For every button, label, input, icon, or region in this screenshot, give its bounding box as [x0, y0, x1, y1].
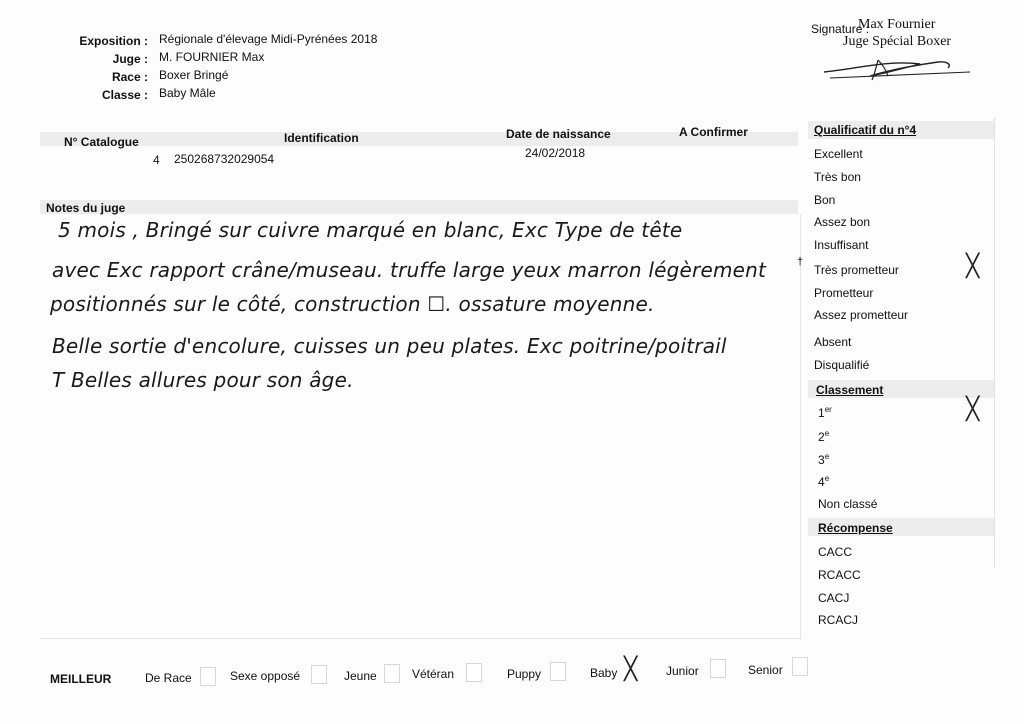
sexe-oppose-checkbox[interactable] — [311, 665, 327, 684]
recompense-cacj: CACJ — [818, 591, 850, 605]
classement-non-classe: Non classé — [818, 497, 878, 511]
jeune-checkbox[interactable] — [384, 664, 400, 683]
col-naissance: Date de naissance — [506, 127, 611, 141]
juge-value: M. FOURNIER Max — [159, 50, 265, 64]
meilleur-sexe-oppose: Sexe opposé — [230, 669, 301, 683]
race-label: Race : — [111, 70, 148, 84]
notes-label: Notes du juge — [46, 201, 126, 215]
classement-2 — [818, 429, 829, 444]
classement-1-num: 1 — [818, 406, 825, 420]
signature-label: Signature : — [811, 22, 870, 36]
qualif-absent: Absent — [814, 335, 852, 349]
col-identification: Identification — [284, 131, 359, 145]
qualificatif-heading: Qualificatif du n°4 — [814, 123, 917, 137]
senior-checkbox[interactable] — [792, 657, 808, 676]
qualif-tres-bon: Très bon — [814, 170, 861, 184]
note-line-2: avec Exc rapport crâne/museau. truffe large yeux marron légèrement — [52, 258, 767, 282]
classement-3-num: 3 — [818, 453, 825, 467]
classement-1-sup: er — [824, 405, 832, 414]
classe-value: Baby Mâle — [159, 86, 216, 100]
qualif-assez-prometteur: Assez prometteur — [814, 308, 909, 322]
qualif-bon: Bon — [814, 193, 836, 207]
classement-4 — [818, 474, 829, 489]
juge-label: Juge : — [112, 52, 148, 66]
classement-2-sup: e — [824, 429, 830, 438]
recompense-heading: Récompense — [818, 521, 893, 535]
meilleur-baby: Baby — [590, 666, 618, 680]
note-line-5: T Belles allures pour son âge. — [52, 368, 354, 392]
classe-label: Classe : — [101, 88, 148, 102]
col-confirmer: A Confirmer — [679, 125, 748, 139]
qualif-excellent: Excellent — [814, 147, 863, 161]
classement-4-sup: e — [824, 474, 830, 483]
catalogue-value: 4 — [153, 153, 160, 167]
veteran-checkbox[interactable] — [466, 663, 482, 682]
puppy-checkbox[interactable] — [550, 662, 566, 681]
recompense-rcacc: RCACC — [818, 568, 861, 582]
qualif-disqualifie: Disqualifié — [814, 358, 870, 372]
meilleur-label: MEILLEUR — [50, 672, 112, 686]
handwritten-signature — [820, 50, 970, 86]
classement-1 — [818, 405, 832, 420]
race-value: Boxer Bringé — [159, 68, 229, 82]
meilleur-senior: Senior — [748, 663, 783, 677]
classement-2-num: 2 — [818, 430, 825, 444]
signature-title: Juge Spécial Boxer — [843, 34, 952, 49]
junior-checkbox[interactable] — [710, 659, 726, 678]
classement-4-num: 4 — [818, 475, 825, 489]
note-line-1: 5 mois , Bringé sur cuivre marqué en blanc, Exc Type de tête — [58, 218, 683, 242]
qualif-assez-bon: Assez bon — [814, 215, 871, 229]
meilleur-junior: Junior — [666, 664, 699, 678]
tres-prometteur-check-mark: ╳ — [966, 254, 980, 279]
baby-check-mark: ╳ — [624, 657, 638, 682]
recompense-rcacj: RCACJ — [818, 613, 859, 627]
qualif-prometteur: Prometteur — [814, 286, 874, 300]
notes-header-band — [40, 200, 798, 214]
classement-1-check-mark: ╳ — [966, 397, 980, 422]
meilleur-de-race: De Race — [145, 671, 192, 685]
meilleur-veteran: Vétéran — [412, 667, 455, 681]
exposition-label: Exposition : — [79, 34, 148, 48]
signature-name: Max Fournier — [858, 17, 936, 32]
recompense-cacc: CACC — [818, 545, 853, 559]
note-superscript: † — [797, 256, 804, 268]
classement-3-sup: e — [824, 452, 830, 461]
classement-3 — [818, 452, 829, 467]
de-race-checkbox[interactable] — [200, 667, 216, 686]
note-line-4: Belle sortie d'encolure, cuisses un peu plates. Exc poitrine/poitrail — [52, 334, 727, 358]
exposition-value: Régionale d'élevage Midi-Pyrénées 2018 — [159, 32, 378, 46]
naissance-value: 24/02/2018 — [525, 146, 586, 160]
meilleur-jeune: Jeune — [344, 669, 377, 683]
col-catalogue: N° Catalogue — [64, 135, 139, 149]
classement-heading: Classement — [816, 383, 884, 397]
note-line-3: positionnés sur le côté, construction ☐. ossature moyenne. — [50, 292, 655, 316]
qualif-tres-prometteur: Très prometteur — [814, 263, 899, 277]
qualif-insuffisant: Insuffisant — [814, 238, 869, 252]
identification-value: 250268732029054 — [174, 152, 275, 166]
meilleur-puppy: Puppy — [507, 667, 542, 681]
